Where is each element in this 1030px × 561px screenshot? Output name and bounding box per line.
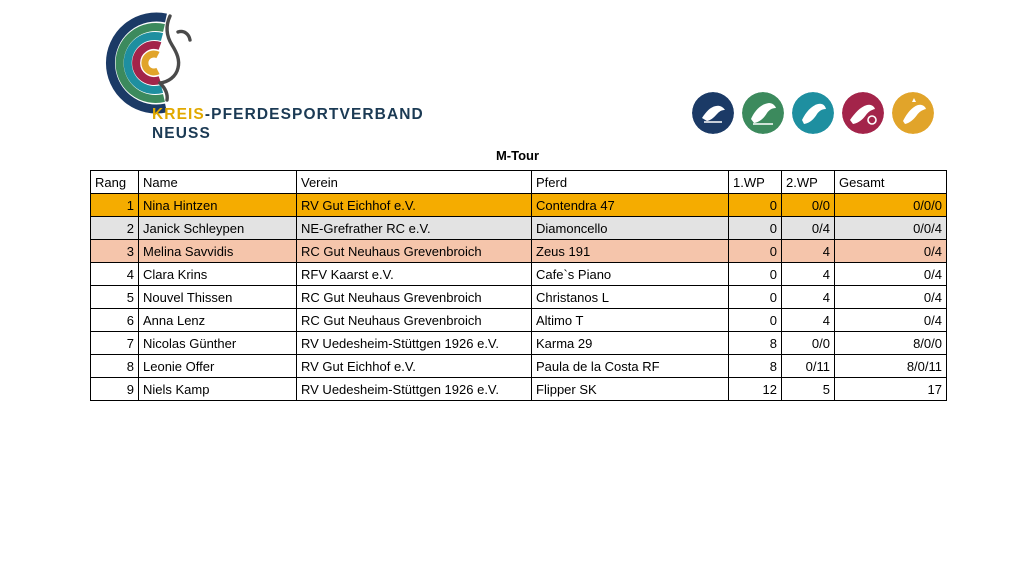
cell-name: Niels Kamp [139, 378, 297, 401]
cell-wp1: 0 [729, 194, 782, 217]
cell-gesamt: 8/0/11 [835, 355, 947, 378]
column-header-verein: Verein [297, 171, 532, 194]
cell-pferd: Cafe`s Piano [532, 263, 729, 286]
logo-horse-arc-icon [96, 10, 206, 115]
cell-wp2: 5 [782, 378, 835, 401]
cell-wp1: 0 [729, 217, 782, 240]
cell-verein: RFV Kaarst e.V. [297, 263, 532, 286]
cell-gesamt: 0/0/0 [835, 194, 947, 217]
column-header-rang: Rang [91, 171, 139, 194]
table-row [91, 194, 947, 217]
cell-name: Nouvel Thissen [139, 286, 297, 309]
badge-driving-icon [842, 92, 884, 134]
cell-pferd: Flipper SK [532, 378, 729, 401]
cell-wp1: 12 [729, 378, 782, 401]
organization-logo [96, 10, 424, 142]
cell-gesamt: 0/0/4 [835, 217, 947, 240]
cell-name: Melina Savvidis [139, 240, 297, 263]
table-row [91, 378, 947, 401]
cell-wp2: 0/0 [782, 332, 835, 355]
table-row [91, 355, 947, 378]
cell-rang: 3 [91, 240, 139, 263]
table-header-row [91, 171, 947, 194]
badge-vaulting-icon [792, 92, 834, 134]
cell-verein: NE-Grefrather RC e.V. [297, 217, 532, 240]
cell-wp2: 4 [782, 309, 835, 332]
column-header-pferd: Pferd [532, 171, 729, 194]
cell-wp2: 0/0 [782, 194, 835, 217]
cell-verein: RV Gut Eichhof e.V. [297, 355, 532, 378]
cell-rang: 8 [91, 355, 139, 378]
cell-pferd: Paula de la Costa RF [532, 355, 729, 378]
cell-wp2: 4 [782, 240, 835, 263]
cell-wp1: 0 [729, 240, 782, 263]
cell-wp1: 0 [729, 286, 782, 309]
cell-rang: 4 [91, 263, 139, 286]
cell-verein: RC Gut Neuhaus Grevenbroich [297, 286, 532, 309]
cell-wp1: 0 [729, 263, 782, 286]
cell-rang: 2 [91, 217, 139, 240]
cell-rang: 6 [91, 309, 139, 332]
cell-verein: RV Uedesheim-Stüttgen 1926 e.V. [297, 378, 532, 401]
table-row [91, 309, 947, 332]
discipline-badges [692, 92, 934, 134]
cell-verein: RV Gut Eichhof e.V. [297, 194, 532, 217]
cell-gesamt: 0/4 [835, 263, 947, 286]
table-row [91, 217, 947, 240]
column-header-gesamt: Gesamt [835, 171, 947, 194]
cell-wp1: 0 [729, 309, 782, 332]
cell-pferd: Contendra 47 [532, 194, 729, 217]
column-header-wp2: 2.WP [782, 171, 835, 194]
cell-name: Anna Lenz [139, 309, 297, 332]
cell-rang: 5 [91, 286, 139, 309]
cell-pferd: Altimo T [532, 309, 729, 332]
cell-name: Leonie Offer [139, 355, 297, 378]
cell-name: Nicolas Günther [139, 332, 297, 355]
cell-gesamt: 8/0/0 [835, 332, 947, 355]
cell-wp2: 0/4 [782, 217, 835, 240]
column-header-name: Name [139, 171, 297, 194]
cell-pferd: Zeus 191 [532, 240, 729, 263]
cell-wp1: 8 [729, 355, 782, 378]
cell-gesamt: 0/4 [835, 309, 947, 332]
cell-wp2: 4 [782, 263, 835, 286]
cell-pferd: Karma 29 [532, 332, 729, 355]
badge-jumping-icon [742, 92, 784, 134]
cell-wp1: 8 [729, 332, 782, 355]
cell-rang: 9 [91, 378, 139, 401]
logo-line-1: KREIS-PFERDESPORTVERBAND [152, 106, 424, 123]
table-row [91, 263, 947, 286]
cell-name: Nina Hintzen [139, 194, 297, 217]
cell-pferd: Diamoncello [532, 217, 729, 240]
cell-rang: 7 [91, 332, 139, 355]
cell-name: Janick Schleypen [139, 217, 297, 240]
table-row [91, 240, 947, 263]
cell-wp2: 4 [782, 286, 835, 309]
cell-verein: RC Gut Neuhaus Grevenbroich [297, 240, 532, 263]
cell-verein: RC Gut Neuhaus Grevenbroich [297, 309, 532, 332]
column-header-wp1: 1.WP [729, 171, 782, 194]
badge-western-icon [892, 92, 934, 134]
table-row [91, 332, 947, 355]
results-table [90, 170, 947, 401]
cell-wp2: 0/11 [782, 355, 835, 378]
cell-gesamt: 0/4 [835, 286, 947, 309]
cell-name: Clara Krins [139, 263, 297, 286]
badge-dressage-icon [692, 92, 734, 134]
cell-verein: RV Uedesheim-Stüttgen 1926 e.V. [297, 332, 532, 355]
cell-gesamt: 17 [835, 378, 947, 401]
logo-wordmark [152, 106, 424, 143]
table-row [91, 286, 947, 309]
logo-line-2: NEUSS [152, 124, 211, 142]
cell-pferd: Christanos L [532, 286, 729, 309]
cell-gesamt: 0/4 [835, 240, 947, 263]
page-title: M-Tour [495, 148, 540, 163]
cell-rang: 1 [91, 194, 139, 217]
